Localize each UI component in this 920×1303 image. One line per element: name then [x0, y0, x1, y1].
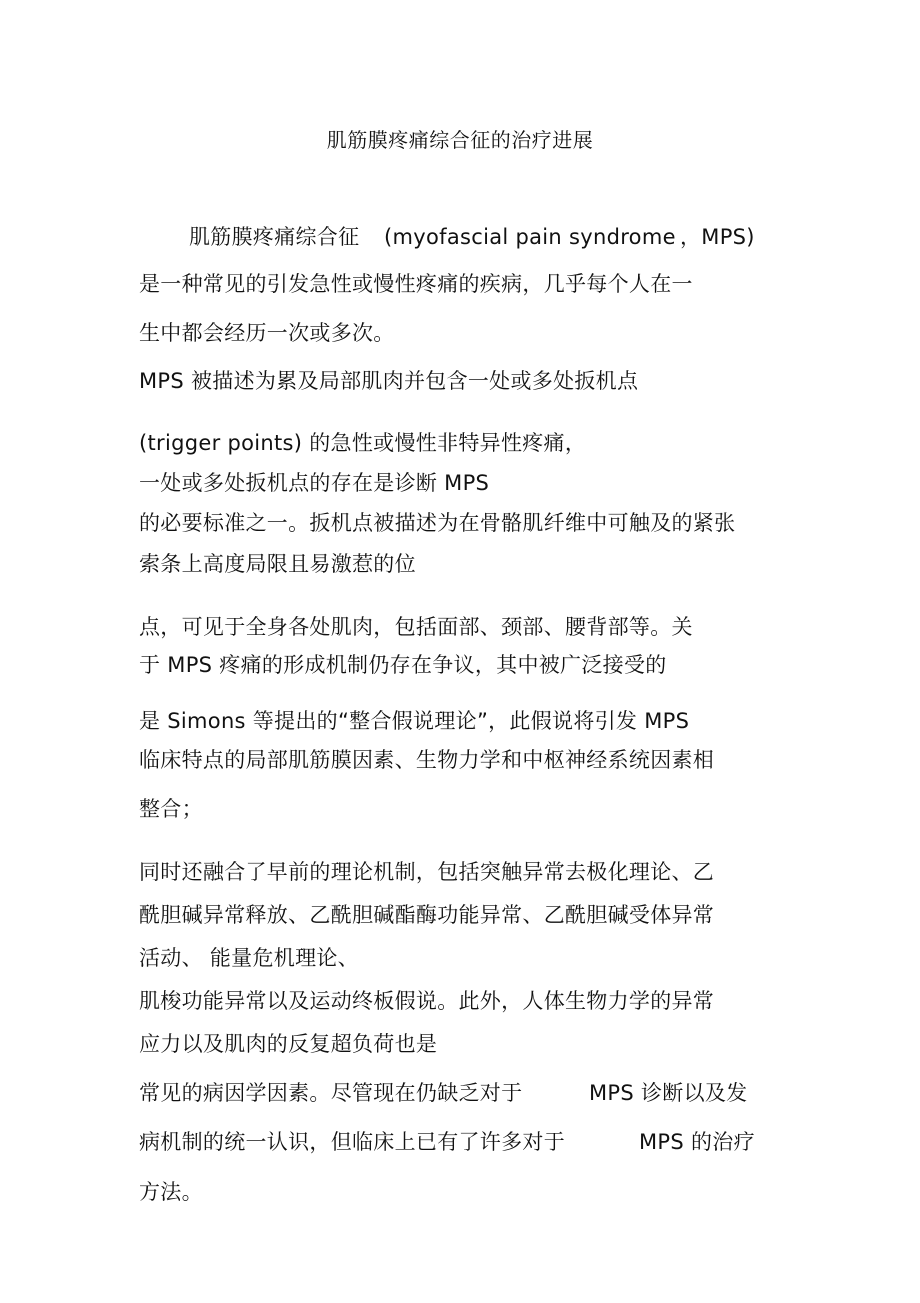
- text-segment: 常见的病因学因素。尽管现在仍缺乏对于: [139, 1081, 523, 1105]
- text-line-3: 生中都会经历一次或多次。: [139, 321, 395, 345]
- text-line-13: 整合；: [139, 797, 203, 821]
- text-line-14: 同时还融合了早前的理论机制，包括突触异常去极化理论、乙: [139, 860, 715, 884]
- text-line-12: 临床特点的局部肌筋膜因素、生物力学和中枢神经系统因素相: [139, 748, 715, 772]
- text-line-10: 于 MPS 疼痛的形成机制仍存在争议，其中被广泛接受的: [139, 653, 667, 677]
- document-title: 肌筋膜疼痛综合征的治疗进展: [326, 128, 594, 152]
- text-segment: ，MPS): [680, 225, 755, 249]
- text-line-21: 方法。: [139, 1180, 203, 1204]
- text-line-9: 点，可见于全身各处肌肉，包括面部、颈部、腰背部等。关: [139, 615, 693, 639]
- text-line-15: 酰胆碱异常释放、乙酰胆碱酯酶功能异常、乙酰胆碱受体异常: [139, 903, 715, 927]
- text-line-7: 的必要标准之一。扳机点被描述为在骨骼肌纤维中可触及的紧张: [139, 511, 736, 535]
- text-line-11: 是 Simons 等提出的“整合假说理论”，此假说将引发 MPS: [139, 709, 690, 733]
- text-segment: 病机制的统一认识，但临床上已有了许多对于: [139, 1130, 565, 1154]
- text-line-17: 肌梭功能异常以及运动终板假说。此外，人体生物力学的异常: [139, 989, 715, 1013]
- text-line-2: 是一种常见的引发急性或慢性疼痛的疾病，几乎每个人在一: [139, 272, 693, 296]
- text-line-4: MPS 被描述为累及局部肌肉并包含一处或多处扳机点: [139, 369, 639, 393]
- text-segment: 肌筋膜疼痛综合征: [189, 225, 360, 249]
- text-segment: MPS 的治疗: [639, 1130, 755, 1154]
- text-line-16: 活动、 能量危机理论、: [139, 946, 359, 970]
- text-line-8: 索条上高度局限且易激惹的位: [139, 552, 416, 576]
- text-line-5: (trigger points) 的急性或慢性非特异性疼痛，: [139, 431, 587, 455]
- text-line-18: 应力以及肌肉的反复超负荷也是: [139, 1032, 438, 1056]
- text-line-6: 一处或多处扳机点的存在是诊断 MPS: [139, 471, 490, 495]
- text-segment: MPS 诊断以及发: [589, 1081, 748, 1105]
- text-segment: (myofascial pain syndrome: [384, 225, 676, 249]
